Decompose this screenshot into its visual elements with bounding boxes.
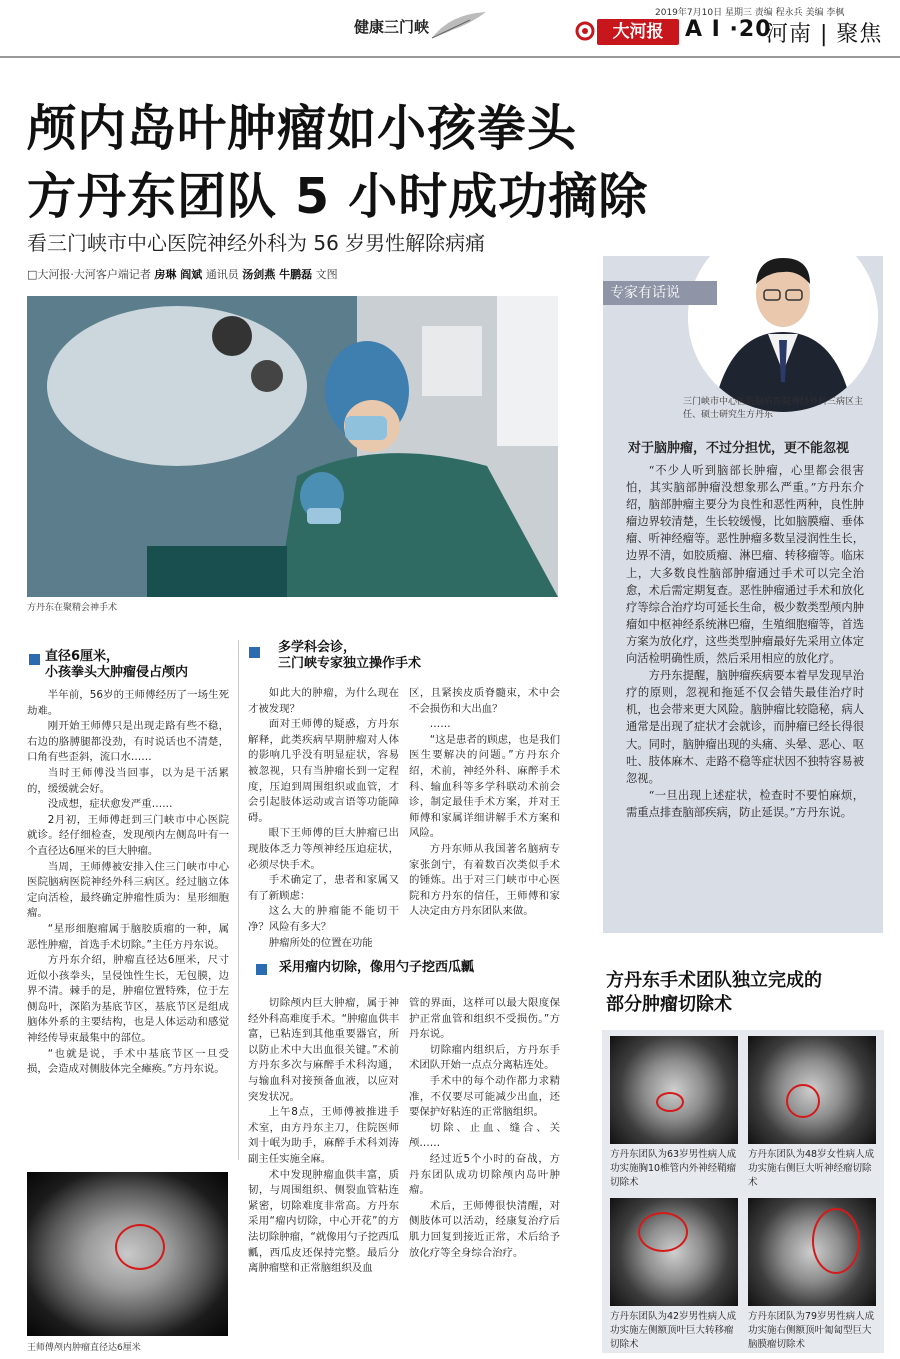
section1-paragraph: 当周，王师傅被安排入住三门峡市中心医院脑病医院神经外科三病区。经过脑立体定向活检，最终确定肿瘤性质为：星形细胞瘤。 bbox=[27, 860, 229, 920]
section3-heading: 采用瘤内切除，像用勺子挖西瓜瓤 bbox=[279, 960, 475, 975]
section1-paragraph: 半年前，56岁的王师傅经历了一场生死劫难。 bbox=[27, 689, 229, 717]
section3-paragraph: 切除、止血、缝合、关颅…… bbox=[409, 1121, 560, 1150]
section2-paragraph: 眼下王师傅的巨大肿瘤已出现肢体乏力等颅神经压迫症状，必须尽快手术。 bbox=[248, 827, 399, 871]
section3-marker bbox=[256, 964, 267, 975]
section2-paragraph: …… bbox=[429, 718, 451, 731]
surgery-photo bbox=[27, 296, 558, 597]
section3-paragraph: 手术中的每个动作都力求精准，不仅要尽可能减少出血，还要保护好粘连的正常脑组织。 bbox=[409, 1074, 560, 1119]
tumor-marker bbox=[786, 1084, 820, 1118]
expert-tag: 专家有话说 bbox=[603, 281, 717, 305]
byline-prefix: □大河报·大河客户端记者 bbox=[27, 268, 151, 281]
section3-paragraph: 术后，王师傅很快清醒，对侧肢体可以活动，经康复治疗后肌力回复到接近正常，术后给予放化疗等全身综合治疗。 bbox=[409, 1199, 560, 1259]
section3-column-a bbox=[248, 996, 399, 1277]
section1-paragraph: 方丹东介绍，肿瘤直径达6厘米，尺寸近似小孩拳头，呈侵蚀性生长，无包膜，边界不清。棘手的是，肿瘤位置特殊，位于左侧岛叶，深陷为基底节区，基底节区是组成脑体外系的主要结构，也是人体运动和感觉神经传导束最集中的部位。 bbox=[27, 954, 229, 1045]
paper-logo: 大河报 bbox=[597, 19, 679, 45]
tumor-marker bbox=[812, 1208, 860, 1274]
section2-paragraph: 手术确定了，患者和家属又有了新顾虑： bbox=[248, 874, 399, 902]
section2-paragraph: “这是患者的顾虑，也是我们医生要解决的问题。”方丹东介绍，术前，神经外科、麻醉手术科、输血科等多学科联动术前会诊，制定最佳手术方案，并对王师傅和家属详细讲解手术方案和风险。 bbox=[409, 733, 560, 840]
section2-paragraph: 肿瘤所处的位置在功能 bbox=[268, 936, 373, 949]
expert-paragraph: 方丹东提醒，脑肿瘤疾病要本着早发现早治疗的原则，忽视和拖延不仅会错失最佳治疗时机，也会带来更大风险。脑肿瘤比较隐秘，病人通常是出现了症状才会就诊，而肿瘤已经长得很大。同时，脑肿瘤出现的头痛、头晕、恶心、呕吐、肢体麻木、走路不稳等症状因不独特容易被忽视。 bbox=[626, 669, 864, 785]
section2-column-a bbox=[248, 686, 399, 951]
section2-paragraph: 区，且紧挨皮质脊髓束，术中会不会损伤和大出血？ bbox=[409, 687, 560, 715]
expert-paragraph: “不少人听到脑部长肿瘤，心里都会很害怕，其实脑部肿瘤没想象那么严重。”方丹东介绍，脑部肿瘤主要分为良性和恶性两种，良性肿瘤边界较清楚，生长较缓慢，比如脑膜瘤、垂体瘤、听神经瘤等。恶性肿瘤多数呈浸润性生长，边界不清，如胶质瘤、淋巴瘤、转移瘤等。临床上，大多数良性脑部肿瘤通过手术可以完全治愈，术后需定期复查。恶性肿瘤通过手术和放化疗等综合治疗均可延长生命，极少数类型颅内肿瘤如中枢神经系统淋巴瘤，生殖细胞瘤等，首选方案为放化疗，这些类型肿瘤最好先采用立体定向活检明确性质，然后采用相应的放化疗。 bbox=[626, 464, 864, 666]
section3-column-b bbox=[409, 996, 560, 1261]
tumor-marker bbox=[638, 1212, 688, 1252]
section2-paragraph: 方丹东师从我国著名脑病专家张剑宁，有着数百次类似手术的锤炼。出于对三门峡市中心医院和方丹东的信任，王师傅和家人决定由方丹东团队来做。 bbox=[409, 842, 560, 918]
tumor-marker bbox=[656, 1092, 684, 1112]
section1-paragraph: 刚开始王师傅只是出现走路有些不稳，右边的胳膊腿都没劲，有时说话也不清楚，口角有些歪斜，流口水…… bbox=[27, 720, 229, 764]
section3-paragraph: 切除瘤内组织后，方丹东手术团队开始一点点分离粘连处。 bbox=[409, 1043, 560, 1072]
byline-mid: 通讯员 bbox=[205, 268, 239, 281]
section1-paragraph: “星形细胞瘤属于脑胶质瘤的一种，属恶性肿瘤，首选手术切除。”主任方丹东说。 bbox=[27, 922, 229, 951]
section1-heading: 直径6厘米， 小孩拳头大肿瘤侵占颅内 bbox=[45, 649, 189, 680]
section2-marker bbox=[249, 647, 260, 658]
section3-paragraph: 管的界面，这样可以最大限度保护正常血管和组织不受损伤。”方丹东说。 bbox=[409, 997, 560, 1041]
page-code: A I ·20 bbox=[685, 17, 772, 42]
case-scan-image bbox=[748, 1198, 876, 1306]
paper-swirl-icon bbox=[575, 21, 595, 45]
brain-mri-image bbox=[27, 1172, 228, 1336]
masthead-divider bbox=[0, 56, 900, 58]
section3-paragraph: 经过近5个小时的奋战，方丹东团队成功切除颅内岛叶肿瘤。 bbox=[409, 1152, 560, 1197]
case-caption: 方丹东团队为79岁男性病人成功实施右侧额顶叶匍匐型巨大脑膜瘤切除术 bbox=[748, 1311, 875, 1350]
case-scan-image bbox=[748, 1036, 876, 1144]
section3-paragraph: 切除颅内巨大肿瘤，属于神经外科高难度手术。“肿瘤血供丰富，已粘连到其他重要器官，所以防止术中大出血很关键。”术前方丹东多次与麻醉手术科沟通，与输血科对接预备血液，以应对突发状况。 bbox=[248, 997, 399, 1103]
section1-column bbox=[27, 688, 229, 1078]
section3-paragraph: 上午8点，王师傅被推进手术室，由方丹东主刀，住院医师刘十岷为助手，麻醉手术科刘涛副主任实施全麻。 bbox=[248, 1106, 399, 1165]
case-scan-image bbox=[610, 1198, 738, 1306]
section2-heading: 多学科会诊， 三门峡专家独立操作手术 bbox=[278, 640, 422, 671]
section2-paragraph: 面对王师傅的疑惑，方丹东解释，此类疾病早期肿瘤对人体的影响几乎没有明显症状，容易被忽视，只有当肿瘤长到一定程度，压迫到周围组织或血管，才会引起肢体运动或言语等功能障碍。 bbox=[248, 718, 399, 824]
tumor-marker bbox=[115, 1224, 165, 1270]
section-logo: 健康三门峡 bbox=[354, 18, 430, 36]
section1-paragraph: 当时王师傅没当回事，以为是干活累的，缓缓就会好。 bbox=[27, 766, 229, 795]
date-line: 2019年7月10日 星期三 责编 程永兵 美编 李枫 bbox=[655, 8, 845, 18]
section2-paragraph: 如此大的肿瘤，为什么现在才被发现？ bbox=[248, 687, 399, 715]
section1-paragraph: 2月初，王师傅赶到三门峡市中心医院就诊。经仔细检查，发现颅内左侧岛叶有一个直径达6厘米的巨大肿瘤。 bbox=[27, 813, 229, 857]
headline-subtitle: 看三门峡市中心医院神经外科为 56 岁男性解除病痛 bbox=[27, 231, 486, 255]
headline-line1: 颅内岛叶肿瘤如小孩拳头 bbox=[27, 100, 578, 157]
expert-caption: 三门峡市中心医院脑病医院神经外科三病区主任、硕士研究生方丹东 bbox=[683, 397, 864, 420]
byline-suffix: 文图 bbox=[315, 268, 338, 281]
column-divider bbox=[238, 640, 239, 1160]
feather-icon bbox=[430, 10, 490, 46]
byline bbox=[27, 266, 338, 282]
case-caption: 方丹东团队为48岁女性病人成功实施右侧巨大听神经瘤切除术 bbox=[748, 1149, 875, 1188]
expert-portrait bbox=[688, 222, 878, 412]
section1-marker bbox=[29, 654, 40, 665]
expert-body bbox=[626, 462, 864, 821]
section1-paragraph: “也就是说，手术中基底节区一旦受损，会造成对侧肢体完全瘫痪。”方丹东说。 bbox=[27, 1047, 229, 1076]
section1-paragraph: 没成想，症状愈发严重…… bbox=[47, 798, 173, 811]
byline-reporters: 房琳 阎斌 bbox=[154, 268, 203, 281]
section-name: 河南 | 聚焦 bbox=[766, 22, 883, 47]
section2-column-b bbox=[409, 686, 560, 920]
case-scan-image bbox=[610, 1036, 738, 1144]
case-caption: 方丹东团队为63岁男性病人成功实施胸10椎管内外神经鞘瘤切除术 bbox=[610, 1149, 737, 1188]
case-grid bbox=[602, 1030, 884, 1353]
photo-caption: 方丹东在聚精会神手术 bbox=[27, 603, 118, 613]
brain-caption: 王师傅颅内肿瘤直径达6厘米 bbox=[27, 1343, 141, 1353]
byline-correspondents: 汤剑燕 牛鹏磊 bbox=[242, 268, 313, 281]
section3-paragraph: 术中发现肿瘤血供丰富，质韧，与周围组织、侧裂血管粘连紧密，切除难度非常高。方丹东采用“瘤内切除，中心开花”的方法切除肿瘤，“就像用勺子挖西瓜瓤，西瓜皮还保持完整。最后分离肿瘤壁和正常脑组织及血 bbox=[248, 1168, 399, 1275]
case-caption: 方丹东团队为42岁男性病人成功实施左侧额顶叶巨大转移瘤切除术 bbox=[610, 1311, 737, 1350]
tumor-section-heading: 方丹东手术团队独立完成的 部分肿瘤切除术 bbox=[606, 970, 822, 1015]
section2-paragraph: 这么大的肿瘤能不能切干净？风险有多大？ bbox=[248, 905, 399, 933]
expert-paragraph: “一旦出现上述症状，检查时不要怕麻烦，需重点排查脑部疾病，防止延误。”方丹东说。 bbox=[626, 788, 864, 819]
headline-line2: 方丹东团队 5 小时成功摘除 bbox=[27, 168, 649, 225]
expert-heading: 对于脑肿瘤，不过分担忧，更不能忽视 bbox=[628, 441, 850, 456]
